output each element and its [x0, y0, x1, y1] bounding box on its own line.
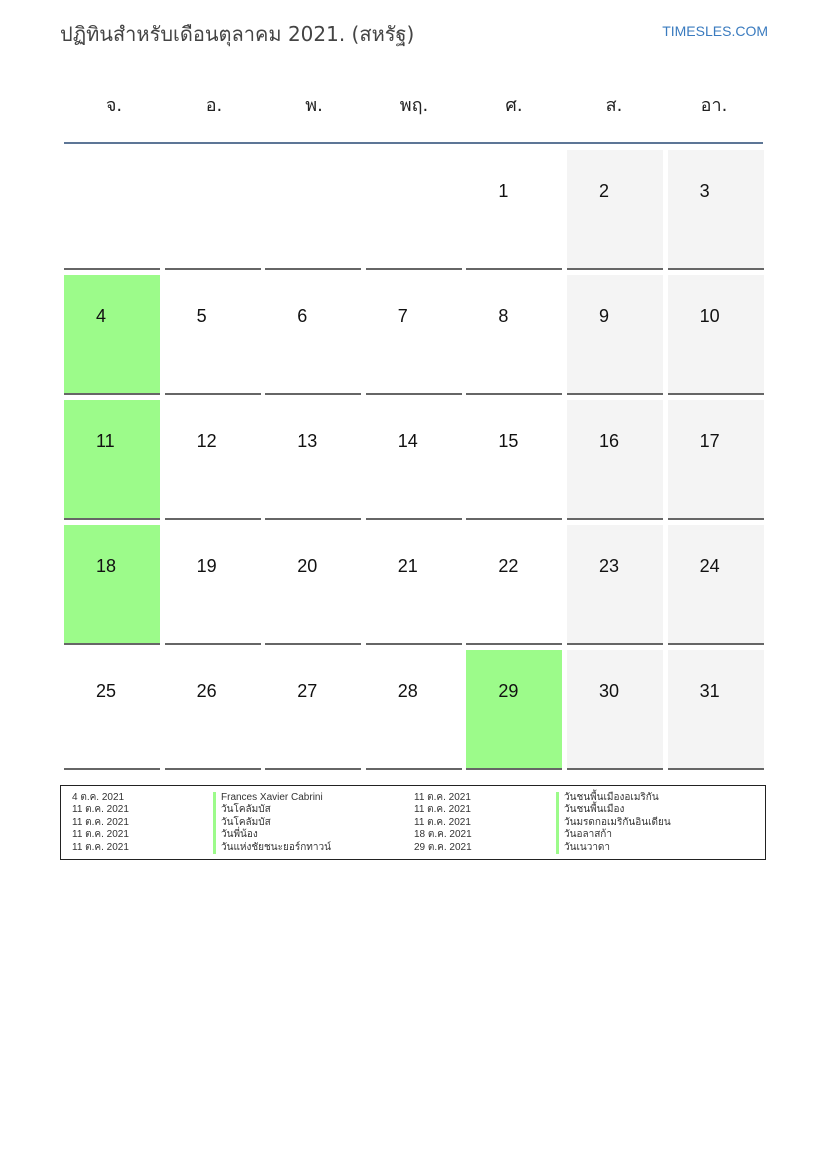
- day-cell[interactable]: [567, 525, 663, 645]
- day-cell[interactable]: [165, 400, 261, 520]
- day-number: 18: [96, 556, 117, 576]
- day-number: 17: [699, 431, 720, 451]
- day-cell[interactable]: [64, 400, 160, 520]
- day-number: 27: [297, 681, 318, 701]
- holiday-name: วันโคลัมบัส: [213, 804, 331, 816]
- day-number: 20: [297, 556, 318, 576]
- holiday-date: 11 ต.ค. 2021: [414, 816, 471, 828]
- day-cell[interactable]: [466, 150, 562, 270]
- day-number: 15: [498, 431, 519, 451]
- weekday-label: ศ.: [505, 95, 523, 116]
- day-cell[interactable]: [567, 275, 663, 395]
- day-number: 16: [598, 431, 619, 451]
- day-number: 8: [498, 306, 509, 326]
- day-cell[interactable]: [366, 525, 462, 645]
- day-cell[interactable]: [64, 650, 160, 770]
- legend-dates-left: [72, 792, 129, 854]
- holiday-name: วันเนวาดา: [556, 842, 671, 854]
- day-cell[interactable]: [466, 525, 562, 645]
- day-number: 25: [96, 681, 117, 701]
- day-number: 31: [699, 681, 720, 701]
- header-divider: [64, 142, 763, 144]
- holiday-date: 29 ต.ค. 2021: [414, 841, 472, 853]
- holiday-name: วันมรดกอเมริกันอินเดียน: [556, 817, 671, 829]
- day-number: 10: [699, 306, 720, 326]
- day-number: 4: [96, 306, 107, 326]
- day-cell[interactable]: [567, 400, 663, 520]
- day-number: 2: [598, 181, 609, 201]
- day-cell[interactable]: [265, 650, 361, 770]
- holiday-date: 11 ต.ค. 2021: [72, 829, 129, 841]
- day-cell[interactable]: [366, 275, 462, 395]
- holiday-name: วันชนพื้นเมืองอเมริกัน: [556, 792, 671, 804]
- day-number: 6: [297, 306, 308, 326]
- day-cell[interactable]: [165, 525, 261, 645]
- day-cell[interactable]: [668, 650, 764, 770]
- day-number: 28: [397, 681, 418, 701]
- day-cell[interactable]: [668, 275, 764, 395]
- day-cell[interactable]: [265, 275, 361, 395]
- calendar-grid: [64, 150, 764, 770]
- weekday-label: ส.: [605, 95, 623, 116]
- holiday-date: 11 ต.ค. 2021: [414, 804, 471, 816]
- page-title: ปฏิทินสำหรับเดือนตุลาคม 2021. (สหรัฐ): [60, 22, 415, 46]
- weekday-label: อา.: [700, 95, 728, 116]
- day-number: 19: [196, 556, 217, 576]
- day-cell[interactable]: [668, 150, 764, 270]
- day-cell[interactable]: [466, 650, 562, 770]
- day-cell[interactable]: [265, 400, 361, 520]
- holiday-date: 11 ต.ค. 2021: [72, 816, 129, 828]
- day-cell[interactable]: [165, 650, 261, 770]
- weekday-label: อ.: [205, 95, 223, 116]
- day-cell[interactable]: [567, 650, 663, 770]
- day-number: 14: [397, 431, 418, 451]
- day-number: 26: [196, 681, 217, 701]
- day-number: 5: [196, 306, 207, 326]
- day-cell[interactable]: [668, 400, 764, 520]
- day-cell[interactable]: [466, 275, 562, 395]
- holiday-date: 11 ต.ค. 2021: [72, 841, 129, 853]
- day-cell[interactable]: [64, 525, 160, 645]
- day-number: 24: [699, 556, 720, 576]
- day-number: 1: [498, 181, 509, 201]
- holiday-name: วันโคลัมบัส: [213, 817, 331, 829]
- holiday-name: วันชนพื้นเมือง: [556, 804, 671, 816]
- day-number: 29: [498, 681, 519, 701]
- day-number: 3: [699, 181, 710, 201]
- weekday-label: พฤ.: [399, 95, 429, 116]
- holiday-date: 11 ต.ค. 2021: [72, 804, 129, 816]
- holiday-name: วันอลาสก้า: [556, 829, 671, 841]
- weekday-header: [64, 90, 764, 120]
- legend-names-right: [556, 792, 671, 854]
- day-number: 13: [297, 431, 318, 451]
- day-cell[interactable]: [64, 275, 160, 395]
- day-number: 23: [598, 556, 619, 576]
- empty-cell: [165, 150, 261, 270]
- day-number: 9: [598, 306, 609, 326]
- day-number: 22: [498, 556, 519, 576]
- day-cell[interactable]: [265, 525, 361, 645]
- day-number: 21: [397, 556, 418, 576]
- day-cell[interactable]: [366, 400, 462, 520]
- holiday-date: 18 ต.ค. 2021: [414, 829, 472, 841]
- day-cell[interactable]: [567, 150, 663, 270]
- weekday-label: จ.: [105, 95, 123, 116]
- legend-names-left: [213, 792, 331, 854]
- day-number: 12: [196, 431, 217, 451]
- holiday-name: Frances Xavier Cabrini: [213, 792, 331, 804]
- site-link[interactable]: TIMESLES.COM: [662, 23, 768, 39]
- day-number: 30: [598, 681, 619, 701]
- holiday-legend: [60, 785, 766, 860]
- day-cell[interactable]: [668, 525, 764, 645]
- day-number: 7: [397, 306, 408, 326]
- empty-cell: [265, 150, 361, 270]
- empty-cell: [64, 150, 160, 270]
- holiday-date: 4 ต.ค. 2021: [72, 792, 125, 803]
- holiday-name: วันแห่งชัยชนะยอร์กทาวน์: [213, 842, 331, 854]
- day-cell[interactable]: [165, 275, 261, 395]
- day-cell[interactable]: [366, 650, 462, 770]
- day-number: 11: [96, 431, 115, 451]
- day-cell[interactable]: [466, 400, 562, 520]
- empty-cell: [366, 150, 462, 270]
- holiday-date: 11 ต.ค. 2021: [414, 792, 471, 803]
- legend-dates-right: [414, 792, 472, 854]
- holiday-name: วันพี่น้อง: [213, 829, 331, 841]
- weekday-label: พ.: [305, 95, 323, 116]
